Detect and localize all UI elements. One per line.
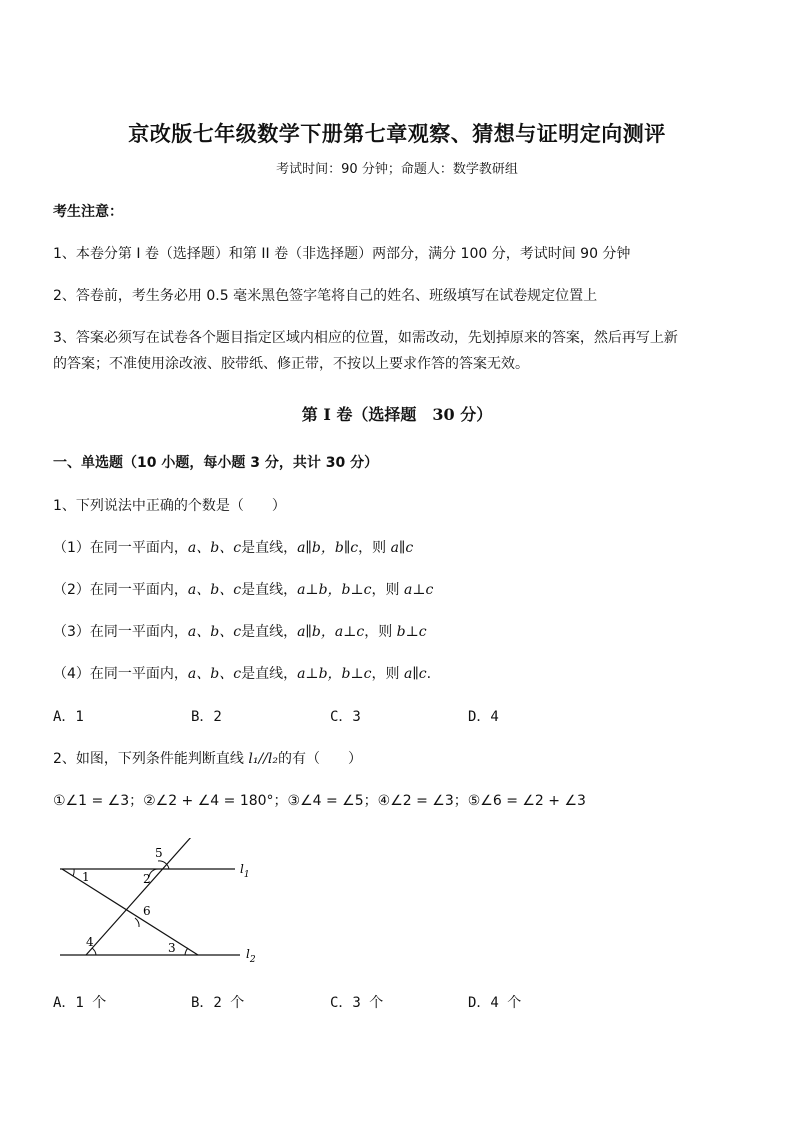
arc-3 xyxy=(185,948,188,955)
q1-statement-3: （3）在同一平面内，a、b、c是直线，a∥b，a⊥c，则 b⊥c xyxy=(53,624,427,640)
q2-option-b[interactable]: B．2 个 xyxy=(191,995,245,1011)
angle-label-6: 6 xyxy=(143,904,151,918)
notice-item-1: 1、本卷分第 I 卷（选择题）和第 II 卷（非选择题）两部分，满分 100 分，考试时间 90 分钟 xyxy=(53,246,631,262)
angle-label-4: 4 xyxy=(86,935,94,949)
q1-statement-4: （4）在同一平面内，a、b、c是直线，a⊥b，b⊥c，则 a∥c. xyxy=(53,666,432,682)
q2-conditions: ①∠1 = ∠3；②∠2 + ∠4 = 180°；③∠4 = ∠5；④∠2 = ∠3；⑤∠6 = ∠2 + ∠3 xyxy=(53,793,586,809)
q2-option-a[interactable]: A．1 个 xyxy=(53,995,107,1011)
angle-label-3: 3 xyxy=(168,941,176,955)
angle-label-1: 1 xyxy=(82,870,90,884)
q1-statement-2: （2）在同一平面内，a、b、c是直线，a⊥b，b⊥c，则 a⊥c xyxy=(53,582,434,598)
page-title: 京改版七年级数学下册第七章观察、猜想与证明定向测评 xyxy=(128,121,666,146)
notice-item-2: 2、答卷前，考生务必用 0.5 毫米黑色签字笔将自己的姓名、班级填写在试卷规定位置上 xyxy=(53,288,598,304)
transversal-1 xyxy=(86,838,192,955)
q2-option-c[interactable]: C．3 个 xyxy=(330,995,384,1011)
line-label-l2: $l_2$ xyxy=(246,947,256,965)
part-heading: 一、单选题（10 小题，每小题 3 分，共计 30 分） xyxy=(53,455,379,471)
arc-4 xyxy=(92,948,96,955)
arc-6 xyxy=(135,918,139,927)
q1-option-d[interactable]: D．4 xyxy=(468,709,499,725)
arc-1 xyxy=(73,869,74,876)
notice-item-3-cont: 的答案；不准使用涂改液、胶带纸、修正带，不按以上要求作答的答案无效。 xyxy=(53,356,529,372)
q1-option-a[interactable]: A．1 xyxy=(53,709,84,725)
line-label-l1: $l_1$ xyxy=(240,862,250,880)
q2-stem: 2、如图，下列条件能判断直线 l₁//l₂的有（ ） xyxy=(53,751,362,767)
q1-option-c[interactable]: C．3 xyxy=(330,709,361,725)
q1-option-b[interactable]: B．2 xyxy=(191,709,222,725)
q1-statement-1: （1）在同一平面内，a、b、c是直线，a∥b，b∥c，则 a∥c xyxy=(53,540,414,556)
q2-figure xyxy=(52,838,272,968)
angle-label-5: 5 xyxy=(155,846,163,860)
notice-heading: 考生注意： xyxy=(53,204,123,220)
q2-option-d[interactable]: D．4 个 xyxy=(468,995,522,1011)
angle-label-2: 2 xyxy=(143,872,151,886)
q1-stem: 1、下列说法中正确的个数是（ ） xyxy=(53,498,286,514)
section-title: 第 I 卷（选择题 30 分） xyxy=(301,405,493,424)
notice-item-3: 3、答案必须写在试卷各个题目指定区域内相应的位置，如需改动，先划掉原来的答案，然后再写上新 xyxy=(53,330,678,346)
exam-info: 考试时间：90 分钟；命题人：数学教研组 xyxy=(276,162,518,177)
